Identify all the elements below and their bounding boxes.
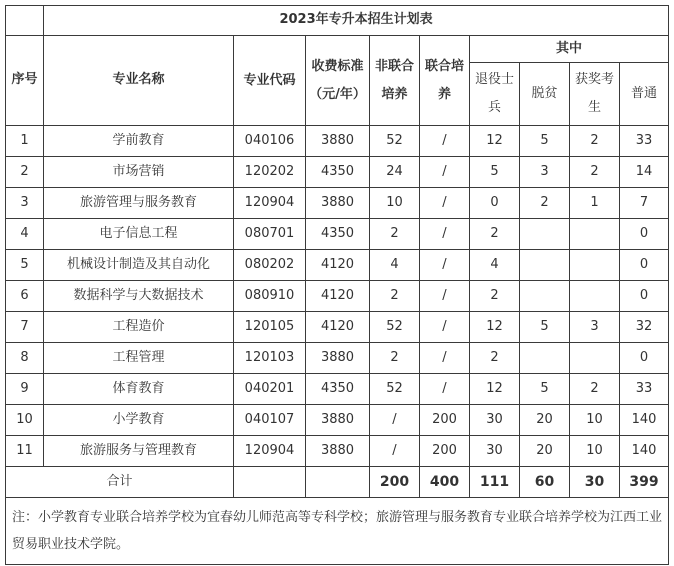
header-general: 普通 [620, 63, 669, 126]
cell-major: 小学教育 [44, 405, 234, 436]
cell-general: 0 [620, 343, 669, 374]
cell-veteran: 5 [470, 157, 520, 188]
cell-poverty [520, 250, 570, 281]
cell-award: 2 [570, 157, 620, 188]
cell-major: 电子信息工程 [44, 219, 234, 250]
total-empty-cell [306, 467, 370, 498]
cell-award [570, 281, 620, 312]
cell-seq: 3 [6, 188, 44, 219]
cell-major: 数据科学与大数据技术 [44, 281, 234, 312]
header-among: 其中 [470, 36, 669, 63]
cell-major: 学前教育 [44, 126, 234, 157]
cell-fee: 4350 [306, 219, 370, 250]
cell-code: 120202 [234, 157, 306, 188]
cell-fee: 4120 [306, 250, 370, 281]
cell-joint: / [420, 157, 470, 188]
cell-code: 120103 [234, 343, 306, 374]
cell-poverty: 20 [520, 405, 570, 436]
table-row [6, 405, 669, 436]
cell-seq: 8 [6, 343, 44, 374]
cell-fee: 3880 [306, 343, 370, 374]
cell-veteran: 2 [470, 343, 520, 374]
cell-veteran: 12 [470, 374, 520, 405]
cell-joint: / [420, 219, 470, 250]
cell-seq: 4 [6, 219, 44, 250]
cell-award: 2 [570, 126, 620, 157]
cell-major: 旅游服务与管理教育 [44, 436, 234, 467]
cell-fee: 3880 [306, 405, 370, 436]
cell-award: 1 [570, 188, 620, 219]
total-veteran: 111 [470, 467, 520, 498]
table-row [6, 219, 669, 250]
cell-fee: 3880 [306, 126, 370, 157]
total-row [6, 467, 669, 498]
header-non-joint [370, 36, 420, 126]
cell-poverty [520, 343, 570, 374]
cell-veteran: 12 [470, 312, 520, 343]
cell-general: 14 [620, 157, 669, 188]
cell-non-joint: 52 [370, 374, 420, 405]
table-row [6, 188, 669, 219]
total-non-joint: 200 [370, 467, 420, 498]
cell-fee: 3880 [306, 436, 370, 467]
cell-poverty: 5 [520, 126, 570, 157]
table-row [6, 157, 669, 188]
cell-poverty [520, 281, 570, 312]
cell-non-joint: 2 [370, 281, 420, 312]
total-poverty: 60 [520, 467, 570, 498]
table-row [6, 343, 669, 374]
cell-award: 10 [570, 405, 620, 436]
cell-award: 10 [570, 436, 620, 467]
header-poverty: 脱贫 [520, 63, 570, 126]
cell-award: 3 [570, 312, 620, 343]
cell-award [570, 219, 620, 250]
cell-code: 040107 [234, 405, 306, 436]
cell-general: 33 [620, 126, 669, 157]
cell-seq: 6 [6, 281, 44, 312]
cell-seq: 5 [6, 250, 44, 281]
cell-poverty: 5 [520, 312, 570, 343]
cell-non-joint: 52 [370, 126, 420, 157]
cell-general: 0 [620, 281, 669, 312]
table-row [6, 312, 669, 343]
cell-joint: / [420, 250, 470, 281]
cell-fee: 4120 [306, 312, 370, 343]
header-award: 获奖考生 [570, 63, 620, 126]
header-fee [306, 36, 370, 126]
cell-code: 120904 [234, 436, 306, 467]
header-fee-text: 收费标准（元/年） [309, 58, 366, 102]
table-row [6, 281, 669, 312]
cell-non-joint: 10 [370, 188, 420, 219]
cell-veteran: 30 [470, 436, 520, 467]
header-non-joint-text: 非联合培养 [374, 58, 414, 102]
cell-non-joint: 2 [370, 219, 420, 250]
cell-veteran: 0 [470, 188, 520, 219]
cell-general: 140 [620, 436, 669, 467]
cell-non-joint: / [370, 405, 420, 436]
cell-poverty: 2 [520, 188, 570, 219]
cell-major: 工程造价 [44, 312, 234, 343]
cell-general: 32 [620, 312, 669, 343]
header-joint-text: 联合培养 [424, 58, 464, 102]
cell-veteran: 2 [470, 219, 520, 250]
cell-code: 080701 [234, 219, 306, 250]
header-major: 专业名称 [44, 36, 234, 126]
cell-non-joint: 52 [370, 312, 420, 343]
table-note: 注：小学教育专业联合培养学校为宜春幼儿师范高等专科学校；旅游管理与服务教育专业联合培养学校为江西工业贸易职业技术学院。 [6, 498, 669, 565]
table-row [6, 126, 669, 157]
cell-code: 120904 [234, 188, 306, 219]
cell-non-joint: 24 [370, 157, 420, 188]
cell-award [570, 250, 620, 281]
cell-joint: / [420, 188, 470, 219]
cell-joint: / [420, 126, 470, 157]
cell-fee: 3880 [306, 188, 370, 219]
blank-corner-cell [6, 6, 44, 36]
cell-award: 2 [570, 374, 620, 405]
header-code [234, 36, 306, 126]
cell-poverty: 5 [520, 374, 570, 405]
cell-poverty: 3 [520, 157, 570, 188]
cell-non-joint: 2 [370, 343, 420, 374]
header-joint [420, 36, 470, 126]
cell-general: 0 [620, 219, 669, 250]
cell-code: 040201 [234, 374, 306, 405]
cell-veteran: 12 [470, 126, 520, 157]
cell-general: 7 [620, 188, 669, 219]
cell-veteran: 30 [470, 405, 520, 436]
table-title: 2023年专升本招生计划表 [44, 6, 669, 36]
cell-joint: 200 [420, 436, 470, 467]
cell-joint: / [420, 343, 470, 374]
enrollment-plan-table [5, 5, 669, 565]
cell-major: 旅游管理与服务教育 [44, 188, 234, 219]
total-general: 399 [620, 467, 669, 498]
cell-major: 体育教育 [44, 374, 234, 405]
cell-seq: 1 [6, 126, 44, 157]
cell-general: 0 [620, 250, 669, 281]
cell-seq: 7 [6, 312, 44, 343]
total-label: 合计 [6, 467, 234, 498]
cell-seq: 9 [6, 374, 44, 405]
cell-fee: 4350 [306, 157, 370, 188]
header-veteran: 退役士兵 [470, 63, 520, 126]
cell-general: 140 [620, 405, 669, 436]
cell-award [570, 343, 620, 374]
cell-major: 市场营销 [44, 157, 234, 188]
cell-code: 040106 [234, 126, 306, 157]
cell-joint: 200 [420, 405, 470, 436]
header-code-text: 专业代码 [243, 72, 296, 88]
cell-seq: 10 [6, 405, 44, 436]
cell-fee: 4350 [306, 374, 370, 405]
total-empty-cell [234, 467, 306, 498]
cell-seq: 2 [6, 157, 44, 188]
cell-code: 080910 [234, 281, 306, 312]
cell-major: 工程管理 [44, 343, 234, 374]
header-seq: 序号 [6, 36, 44, 126]
cell-general: 33 [620, 374, 669, 405]
cell-veteran: 4 [470, 250, 520, 281]
table-row [6, 436, 669, 467]
cell-non-joint: / [370, 436, 420, 467]
cell-fee: 4120 [306, 281, 370, 312]
cell-seq: 11 [6, 436, 44, 467]
total-award: 30 [570, 467, 620, 498]
cell-poverty: 20 [520, 436, 570, 467]
cell-joint: / [420, 374, 470, 405]
table-row [6, 250, 669, 281]
table-row [6, 374, 669, 405]
cell-joint: / [420, 312, 470, 343]
cell-poverty [520, 219, 570, 250]
cell-code: 080202 [234, 250, 306, 281]
cell-major: 机械设计制造及其自动化 [44, 250, 234, 281]
cell-veteran: 2 [470, 281, 520, 312]
total-joint: 400 [420, 467, 470, 498]
cell-non-joint: 4 [370, 250, 420, 281]
cell-code: 120105 [234, 312, 306, 343]
cell-joint: / [420, 281, 470, 312]
